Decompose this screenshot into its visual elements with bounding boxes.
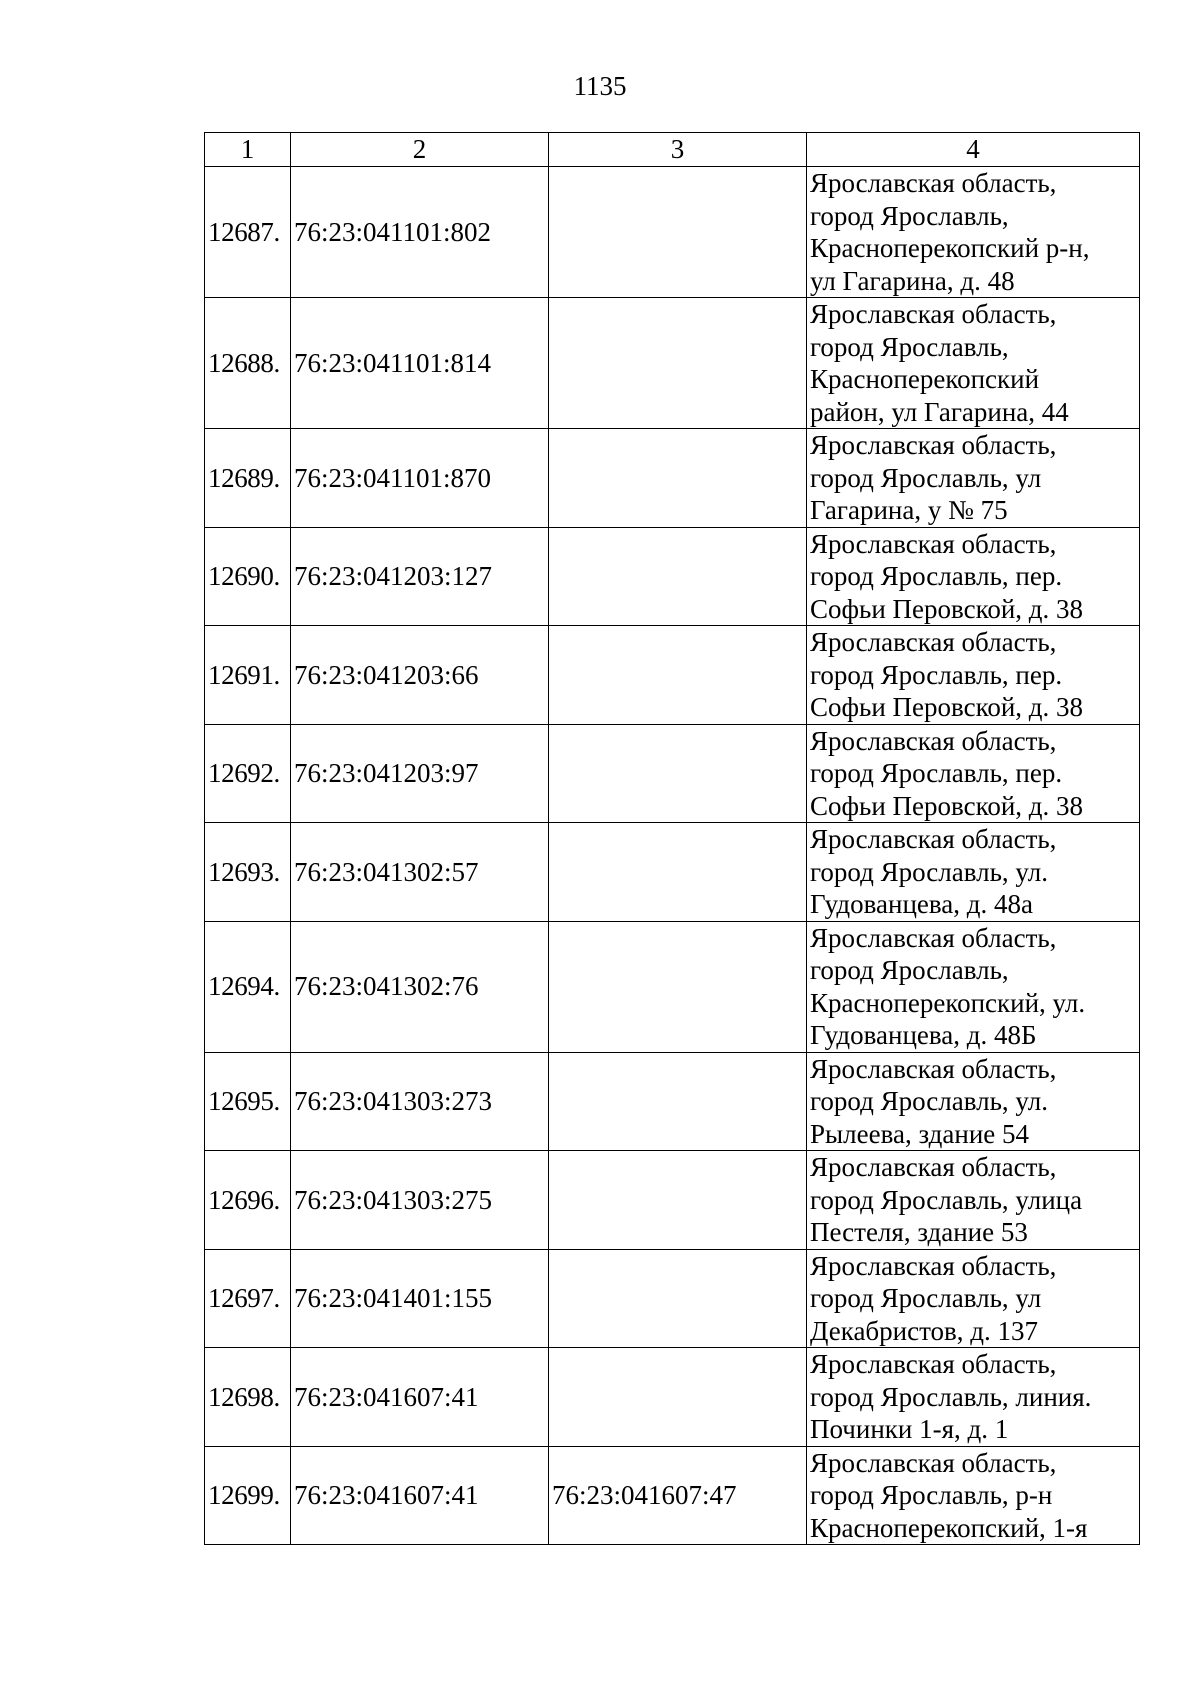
column-header-4: 4 (807, 133, 1140, 167)
address: Ярославская область, город Ярославль, р-н Красноперекопский, 1-я (807, 1446, 1140, 1545)
page-number: 1135 (573, 71, 627, 101)
table-row (205, 1446, 1140, 1545)
address: Ярославская область, город Ярославль, Красноперекопский, ул. Гудованцева, д. 48Б (807, 921, 1140, 1052)
table-row (205, 1151, 1140, 1250)
cadastral-number: 76:23:041302:76 (291, 921, 549, 1052)
table-row (205, 429, 1140, 528)
related-cadastral-number (549, 823, 807, 922)
table-row (205, 1348, 1140, 1447)
header-row (205, 133, 1140, 167)
row-number: 12693. (205, 823, 291, 922)
row-number: 12696. (205, 1151, 291, 1250)
cadastral-number: 76:23:041101:802 (291, 167, 549, 298)
related-cadastral-number (549, 724, 807, 823)
address: Ярославская область, город Ярославль, ул Декабристов, д. 137 (807, 1249, 1140, 1348)
row-number: 12690. (205, 527, 291, 626)
related-cadastral-number (549, 429, 807, 528)
address: Ярославская область, город Ярославль, пер. Софьи Перовской, д. 38 (807, 724, 1140, 823)
related-cadastral-number (549, 1151, 807, 1250)
table-body (205, 167, 1140, 1545)
table-row (205, 724, 1140, 823)
table-row (205, 626, 1140, 725)
table-row (205, 1249, 1140, 1348)
address: Ярославская область, город Ярославль, ул. Гудованцева, д. 48а (807, 823, 1140, 922)
address: Ярославская область, город Ярославль, Красноперекопский р-н, ул Гагарина, д. 48 (807, 167, 1140, 298)
address: Ярославская область, город Ярославль, ул. Рылеева, здание 54 (807, 1052, 1140, 1151)
related-cadastral-number (549, 527, 807, 626)
row-number: 12689. (205, 429, 291, 528)
cadastral-number: 76:23:041101:814 (291, 298, 549, 429)
cadastral-number: 76:23:041302:57 (291, 823, 549, 922)
row-number: 12687. (205, 167, 291, 298)
cadastral-number: 76:23:041607:41 (291, 1348, 549, 1447)
column-header-2: 2 (291, 133, 549, 167)
related-cadastral-number (549, 626, 807, 725)
cadastral-number: 76:23:041303:273 (291, 1052, 549, 1151)
row-number: 12699. (205, 1446, 291, 1545)
related-cadastral-number (549, 1249, 807, 1348)
row-number: 12695. (205, 1052, 291, 1151)
related-cadastral-number: 76:23:041607:47 (549, 1446, 807, 1545)
related-cadastral-number (549, 921, 807, 1052)
address: Ярославская область, город Ярославль, ул Гагарина, у № 75 (807, 429, 1140, 528)
table-row (205, 1052, 1140, 1151)
related-cadastral-number (549, 167, 807, 298)
column-header-1: 1 (205, 133, 291, 167)
row-number: 12692. (205, 724, 291, 823)
table-row (205, 167, 1140, 298)
related-cadastral-number (549, 298, 807, 429)
column-header-3: 3 (549, 133, 807, 167)
address: Ярославская область, город Ярославль, Красноперекопский район, ул Гагарина, 44 (807, 298, 1140, 429)
row-number: 12694. (205, 921, 291, 1052)
address: Ярославская область, город Ярославль, линия. Починки 1-я, д. 1 (807, 1348, 1140, 1447)
cadastral-number: 76:23:041607:41 (291, 1446, 549, 1545)
related-cadastral-number (549, 1052, 807, 1151)
cadastral-number: 76:23:041203:66 (291, 626, 549, 725)
cadastral-number: 76:23:041303:275 (291, 1151, 549, 1250)
cadastral-number: 76:23:041203:97 (291, 724, 549, 823)
table-row (205, 823, 1140, 922)
registry-table (204, 132, 1140, 1545)
related-cadastral-number (549, 1348, 807, 1447)
address: Ярославская область, город Ярославль, пер. Софьи Перовской, д. 38 (807, 626, 1140, 725)
table-row (205, 527, 1140, 626)
address: Ярославская область, город Ярославль, пер. Софьи Перовской, д. 38 (807, 527, 1140, 626)
cadastral-number: 76:23:041203:127 (291, 527, 549, 626)
row-number: 12691. (205, 626, 291, 725)
table-row (205, 298, 1140, 429)
cadastral-number: 76:23:041401:155 (291, 1249, 549, 1348)
address: Ярославская область, город Ярославль, улица Пестеля, здание 53 (807, 1151, 1140, 1250)
cadastral-number: 76:23:041101:870 (291, 429, 549, 528)
table-row (205, 921, 1140, 1052)
row-number: 12697. (205, 1249, 291, 1348)
row-number: 12698. (205, 1348, 291, 1447)
row-number: 12688. (205, 298, 291, 429)
